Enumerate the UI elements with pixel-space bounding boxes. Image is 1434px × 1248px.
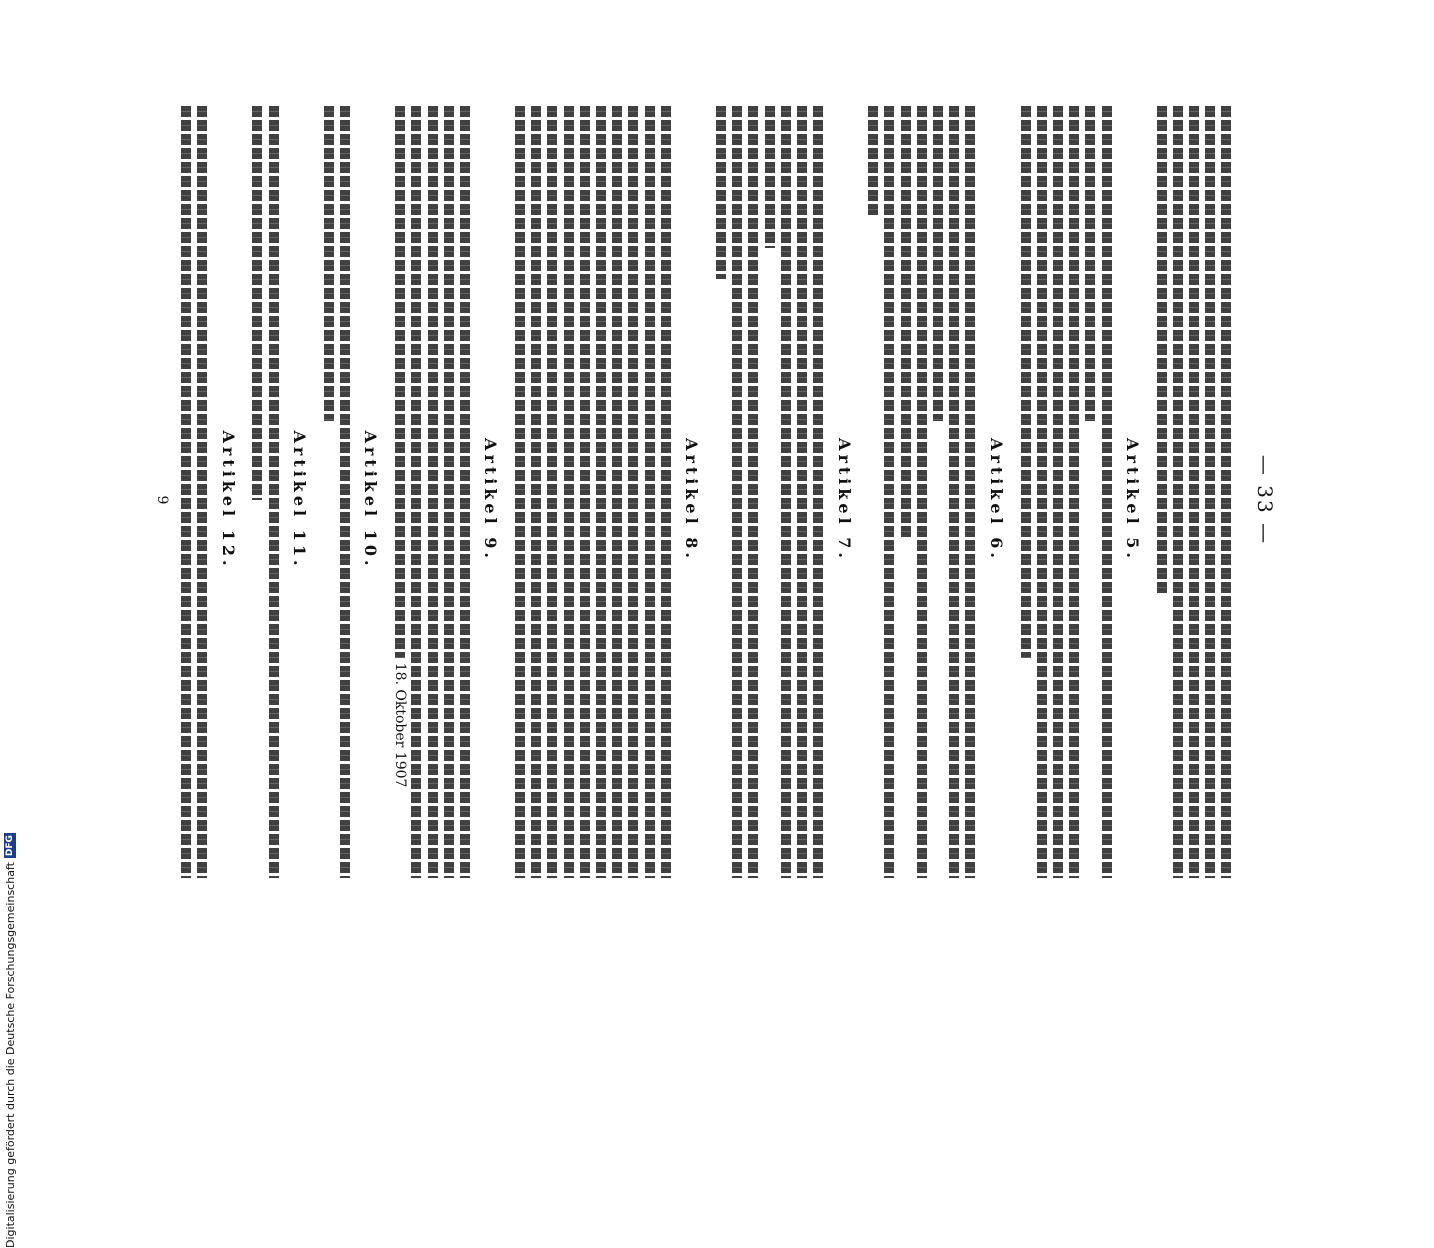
digitization-credit bbox=[2, 288, 18, 1248]
article-heading: Artikel 6. bbox=[986, 438, 1006, 562]
article-heading: Artikel 10. bbox=[361, 430, 381, 570]
article-heading: Artikel 9. bbox=[481, 438, 501, 562]
paragraph bbox=[250, 106, 282, 894]
paragraph bbox=[178, 106, 210, 894]
paragraph bbox=[393, 106, 474, 894]
article-heading: Artikel 8. bbox=[682, 438, 702, 562]
digitization-credit-text: Digitalisierung gefördert durch die Deutsche Forschungsgemeinschaft bbox=[3, 862, 17, 1248]
dfg-logo-icon: DFG bbox=[5, 835, 15, 857]
date-fragment: 18. Oktober 1907 bbox=[391, 662, 408, 788]
article-heading: Artikel 12. bbox=[218, 430, 238, 570]
article-heading: Artikel 11. bbox=[290, 430, 310, 570]
paragraph bbox=[866, 106, 979, 894]
scanned-page bbox=[137, 70, 1297, 930]
article-heading: Artikel 7. bbox=[834, 438, 854, 562]
paragraph bbox=[321, 106, 353, 894]
page-number: — 33 — bbox=[1253, 454, 1277, 546]
signature-mark: 9 bbox=[154, 495, 171, 505]
paragraph bbox=[512, 106, 674, 894]
article-heading: Artikel 5. bbox=[1123, 438, 1143, 562]
paragraph bbox=[713, 106, 826, 894]
paragraph bbox=[1018, 106, 1115, 894]
paragraph bbox=[1154, 106, 1235, 894]
